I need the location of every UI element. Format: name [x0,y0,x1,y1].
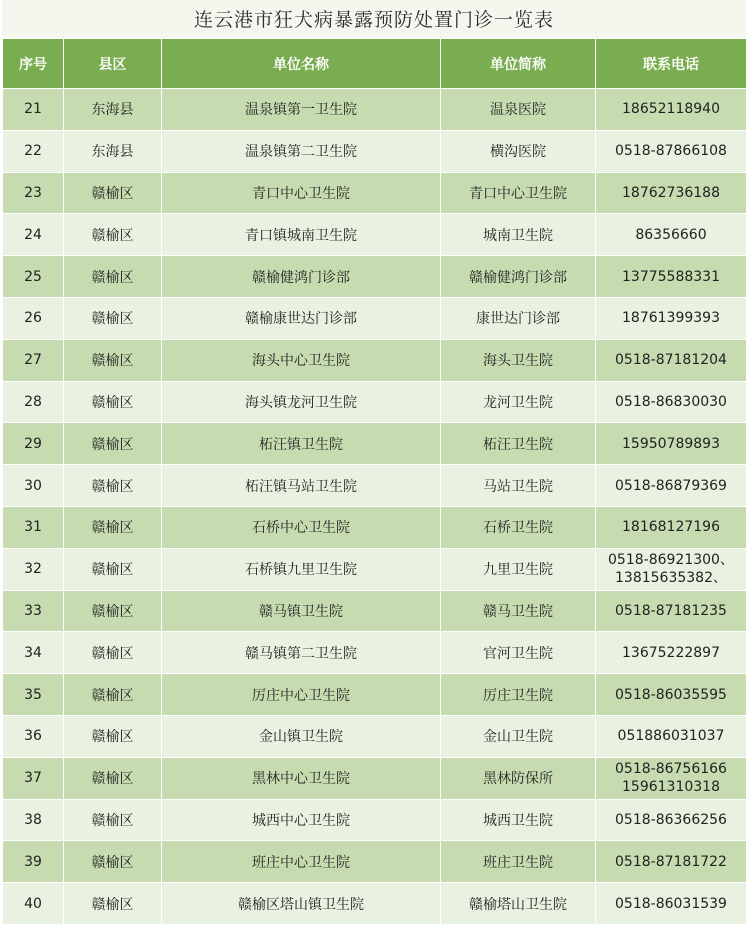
cell-short-name: 横沟医院 [441,130,596,172]
clinic-table [2,38,747,925]
cell-phone [596,297,747,339]
cell-no: 37 [3,757,64,799]
cell-no: 38 [3,799,64,841]
cell-county: 赣榆区 [64,506,162,548]
cell-county: 赣榆区 [64,841,162,883]
cell-unit-name: 青口镇城南卫生院 [162,214,441,256]
table-row [3,548,747,590]
cell-unit-name: 石桥中心卫生院 [162,506,441,548]
table-row [3,590,747,632]
cell-phone [596,381,747,423]
cell-unit-name: 赣马镇卫生院 [162,590,441,632]
cell-county: 赣榆区 [64,548,162,590]
cell-county: 赣榆区 [64,297,162,339]
header-unit-name: 单位名称 [162,39,441,89]
cell-unit-name: 赣马镇第二卫生院 [162,632,441,674]
header-row [3,39,747,89]
cell-unit-name: 石桥镇九里卫生院 [162,548,441,590]
cell-short-name: 城南卫生院 [441,214,596,256]
cell-short-name: 温泉医院 [441,89,596,131]
phone-line: 15950789893 [622,435,720,452]
cell-short-name: 黑林防保所 [441,757,596,799]
cell-no: 28 [3,381,64,423]
cell-county: 东海县 [64,89,162,131]
table-header [3,39,747,89]
cell-county: 赣榆区 [64,172,162,214]
cell-phone [596,339,747,381]
cell-county: 赣榆区 [64,632,162,674]
phone-line: 0518-87181722 [615,853,727,870]
document [2,0,746,925]
cell-phone [596,506,747,548]
cell-no: 39 [3,841,64,883]
cell-phone [596,674,747,716]
table-row [3,674,747,716]
cell-short-name: 班庄卫生院 [441,841,596,883]
cell-phone [596,841,747,883]
cell-unit-name: 赣榆康世达门诊部 [162,297,441,339]
cell-unit-name: 海头中心卫生院 [162,339,441,381]
table-row [3,423,747,465]
cell-phone [596,590,747,632]
phone-line: 86356660 [635,226,707,243]
cell-short-name: 海头卫生院 [441,339,596,381]
cell-no: 36 [3,715,64,757]
cell-unit-name: 城西中心卫生院 [162,799,441,841]
cell-phone [596,632,747,674]
phone-line: 13675222897 [622,644,720,661]
cell-unit-name: 柘汪镇卫生院 [162,423,441,465]
cell-no: 40 [3,883,64,925]
table-row [3,256,747,298]
cell-county: 赣榆区 [64,715,162,757]
cell-short-name: 赣榆健鸿门诊部 [441,256,596,298]
table-row [3,841,747,883]
cell-no: 25 [3,256,64,298]
cell-short-name: 青口中心卫生院 [441,172,596,214]
cell-no: 29 [3,423,64,465]
cell-short-name: 康世达门诊部 [441,297,596,339]
table-body [3,89,747,925]
cell-no: 30 [3,465,64,507]
cell-phone [596,465,747,507]
cell-county: 赣榆区 [64,339,162,381]
cell-short-name: 官河卫生院 [441,632,596,674]
phone-line: 0518-87181235 [615,602,727,619]
phone-line: 0518-86756166 [615,761,727,778]
phone-line: 0518-86031539 [615,895,727,912]
cell-short-name: 厉庄卫生院 [441,674,596,716]
cell-unit-name: 赣榆健鸿门诊部 [162,256,441,298]
table-row [3,172,747,214]
table-row [3,757,747,799]
table-row [3,130,747,172]
cell-unit-name: 金山镇卫生院 [162,715,441,757]
table-row [3,465,747,507]
phone-line: 0518-86879369 [615,477,727,494]
cell-unit-name: 黑林中心卫生院 [162,757,441,799]
cell-county: 东海县 [64,130,162,172]
table-row [3,632,747,674]
phone-line: 0518-87181204 [615,352,727,369]
cell-no: 31 [3,506,64,548]
phone-line-2: 15961310318 [622,779,720,796]
cell-short-name: 赣榆塔山卫生院 [441,883,596,925]
phone-line: 0518-86035595 [615,686,727,703]
cell-county: 赣榆区 [64,381,162,423]
phone-line: 0518-87866108 [615,143,727,160]
phone-line: 0518-86830030 [615,393,727,410]
cell-county: 赣榆区 [64,590,162,632]
cell-phone [596,715,747,757]
cell-phone [596,799,747,841]
header-short-name: 单位简称 [441,39,596,89]
cell-no: 23 [3,172,64,214]
cell-unit-name: 温泉镇第二卫生院 [162,130,441,172]
cell-short-name: 马站卫生院 [441,465,596,507]
cell-no: 32 [3,548,64,590]
table-row [3,715,747,757]
cell-county: 赣榆区 [64,423,162,465]
table-row [3,89,747,131]
cell-no: 26 [3,297,64,339]
table-title: 连云港市狂犬病暴露预防处置门诊一览表 [2,0,746,38]
cell-county: 赣榆区 [64,256,162,298]
cell-unit-name: 赣榆区塔山镇卫生院 [162,883,441,925]
cell-phone [596,130,747,172]
cell-phone [596,423,747,465]
cell-unit-name: 班庄中心卫生院 [162,841,441,883]
cell-phone [596,883,747,925]
phone-line: 18652118940 [622,101,720,118]
cell-short-name: 龙河卫生院 [441,381,596,423]
table-row [3,214,747,256]
cell-county: 赣榆区 [64,883,162,925]
phone-line-2: 13815635382、 [615,570,727,587]
cell-unit-name: 厉庄中心卫生院 [162,674,441,716]
cell-no: 24 [3,214,64,256]
cell-county: 赣榆区 [64,465,162,507]
cell-no: 34 [3,632,64,674]
header-no: 序号 [3,39,64,89]
cell-county: 赣榆区 [64,214,162,256]
cell-phone [596,757,747,799]
cell-unit-name: 温泉镇第一卫生院 [162,89,441,131]
table-row [3,297,747,339]
table-row [3,506,747,548]
cell-short-name: 赣马卫生院 [441,590,596,632]
cell-county: 赣榆区 [64,799,162,841]
phone-line: 18761399393 [622,310,720,327]
phone-line: 0518-86921300、 [608,552,734,569]
table-row [3,339,747,381]
cell-short-name: 城西卫生院 [441,799,596,841]
cell-no: 21 [3,89,64,131]
cell-no: 35 [3,674,64,716]
cell-county: 赣榆区 [64,757,162,799]
cell-phone [596,172,747,214]
cell-unit-name: 柘汪镇马站卫生院 [162,465,441,507]
cell-unit-name: 海头镇龙河卫生院 [162,381,441,423]
cell-county: 赣榆区 [64,674,162,716]
cell-phone [596,89,747,131]
table-row [3,883,747,925]
phone-line: 18762736188 [622,184,720,201]
cell-unit-name: 青口中心卫生院 [162,172,441,214]
phone-line: 13775588331 [622,268,720,285]
cell-short-name: 九里卫生院 [441,548,596,590]
cell-no: 22 [3,130,64,172]
phone-line: 051886031037 [617,728,725,745]
table-row [3,799,747,841]
cell-no: 27 [3,339,64,381]
cell-short-name: 石桥卫生院 [441,506,596,548]
cell-phone [596,548,747,590]
cell-short-name: 金山卫生院 [441,715,596,757]
header-phone: 联系电话 [596,39,747,89]
phone-line: 0518-86366256 [615,811,727,828]
header-county: 县区 [64,39,162,89]
cell-phone [596,214,747,256]
cell-no: 33 [3,590,64,632]
phone-line: 18168127196 [622,519,720,536]
table-row [3,381,747,423]
cell-short-name: 柘汪卫生院 [441,423,596,465]
cell-phone [596,256,747,298]
